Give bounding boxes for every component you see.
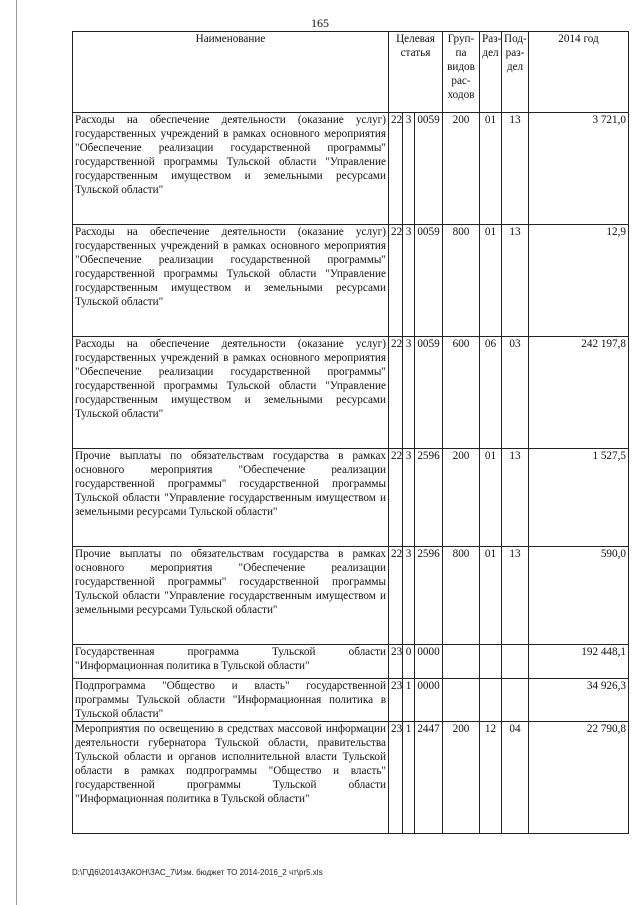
row-name: Расходы на обеспечение деятельности (оказание услуг) государственных учреждений в рамках основного мероприятия "Обеспечение реализации государственной программы" государственной программы Тульской области "Управление государственным имуществом и земельными ресурсами Тульской области" bbox=[73, 337, 389, 449]
target-code-1: 23 bbox=[389, 722, 403, 834]
target-code-2: 3 bbox=[403, 113, 415, 225]
header-name: Наименование bbox=[73, 32, 389, 113]
header-year: 2014 год bbox=[529, 32, 629, 113]
table-row bbox=[73, 645, 629, 679]
table-row bbox=[73, 113, 629, 225]
target-code-1: 22 bbox=[389, 547, 403, 645]
table-row bbox=[73, 722, 629, 834]
budget-table bbox=[72, 31, 629, 834]
target-code-3: 0000 bbox=[415, 679, 443, 722]
header-expense-group: Груп-па видов рас-ходов bbox=[443, 32, 480, 113]
table-header-row bbox=[73, 32, 629, 113]
section-code: 06 bbox=[480, 337, 502, 449]
target-code-2: 1 bbox=[403, 722, 415, 834]
target-code-3: 0059 bbox=[415, 225, 443, 337]
section-code: 01 bbox=[480, 547, 502, 645]
amount-2014: 192 448,1 bbox=[529, 645, 629, 679]
expense-group: 200 bbox=[443, 722, 480, 834]
section-code: 01 bbox=[480, 449, 502, 547]
section-code: 12 bbox=[480, 722, 502, 834]
amount-2014: 590,0 bbox=[529, 547, 629, 645]
expense-group: 800 bbox=[443, 225, 480, 337]
header-target-article: Целевая статья bbox=[389, 32, 443, 113]
target-code-2: 3 bbox=[403, 547, 415, 645]
subsection-code: 13 bbox=[502, 113, 529, 225]
table-row bbox=[73, 679, 629, 722]
target-code-2: 3 bbox=[403, 225, 415, 337]
amount-2014: 12,9 bbox=[529, 225, 629, 337]
subsection-code: 03 bbox=[502, 337, 529, 449]
target-code-2: 3 bbox=[403, 337, 415, 449]
target-code-3: 2596 bbox=[415, 547, 443, 645]
target-code-1: 22 bbox=[389, 113, 403, 225]
amount-2014: 22 790,8 bbox=[529, 722, 629, 834]
target-code-3: 0000 bbox=[415, 645, 443, 679]
amount-2014: 1 527,5 bbox=[529, 449, 629, 547]
target-code-3: 0059 bbox=[415, 337, 443, 449]
row-name: Государственная программа Тульской области "Информационная политика в Тульской области" bbox=[73, 645, 389, 679]
subsection-code: 13 bbox=[502, 449, 529, 547]
subsection-code: 04 bbox=[502, 722, 529, 834]
row-name: Мероприятия по освещению в средствах массовой информации деятельности губернатора Тульской области, правительства Тульской области и органов исполнительной власти Тульской области в рамках подпрограммы "Общество и власть" государственной программы Тульской области "Информационная политика в Тульской области" bbox=[73, 722, 389, 834]
target-code-1: 23 bbox=[389, 679, 403, 722]
target-code-2: 3 bbox=[403, 449, 415, 547]
table-row bbox=[73, 225, 629, 337]
target-code-1: 22 bbox=[389, 449, 403, 547]
margin-line bbox=[16, 0, 17, 905]
expense-group: 200 bbox=[443, 449, 480, 547]
header-subsection: Под-раз-дел bbox=[502, 32, 529, 113]
amount-2014: 3 721,0 bbox=[529, 113, 629, 225]
row-name: Расходы на обеспечение деятельности (оказание услуг) государственных учреждений в рамках основного мероприятия "Обеспечение реализации государственной программы" государственной программы Тульской области "Управление государственным имуществом и земельными ресурсами Тульской области" bbox=[73, 225, 389, 337]
target-code-2: 1 bbox=[403, 679, 415, 722]
target-code-3: 2596 bbox=[415, 449, 443, 547]
target-code-1: 22 bbox=[389, 225, 403, 337]
file-path-footer: D:\Г\Д6\2014\ЗАКОН\ЗАС_7\Изм. бюджет ТО 2014-2016_2 чт\pr5.xls bbox=[72, 868, 323, 877]
section-code: 01 bbox=[480, 225, 502, 337]
row-name: Подпрограмма "Общество и власть" государственной программы Тульской области "Информационная политика в Тульской области" bbox=[73, 679, 389, 722]
expense-group: 600 bbox=[443, 337, 480, 449]
subsection-code: 13 bbox=[502, 225, 529, 337]
table-row bbox=[73, 337, 629, 449]
subsection-code: 13 bbox=[502, 547, 529, 645]
header-section: Раз-дел bbox=[480, 32, 502, 113]
expense-group bbox=[443, 645, 480, 679]
table-row bbox=[73, 449, 629, 547]
subsection-code bbox=[502, 679, 529, 722]
target-code-3: 2447 bbox=[415, 722, 443, 834]
table-row bbox=[73, 547, 629, 645]
amount-2014: 242 197,8 bbox=[529, 337, 629, 449]
section-code bbox=[480, 679, 502, 722]
page-number: 165 bbox=[311, 16, 329, 30]
expense-group bbox=[443, 679, 480, 722]
row-name: Расходы на обеспечение деятельности (оказание услуг) государственных учреждений в рамках основного мероприятия "Обеспечение реализации государственной программы" государственной программы Тульской области "Управление государственным имуществом и земельными ресурсами Тульской области" bbox=[73, 113, 389, 225]
expense-group: 800 bbox=[443, 547, 480, 645]
section-code: 01 bbox=[480, 113, 502, 225]
target-code-2: 0 bbox=[403, 645, 415, 679]
row-name: Прочие выплаты по обязательствам государства в рамках основного мероприятия "Обеспечение реализации государственной программы" государственной программы Тульской области "Управление государственным имуществом и земельными ресурсами Тульской области" bbox=[73, 449, 389, 547]
target-code-3: 0059 bbox=[415, 113, 443, 225]
expense-group: 200 bbox=[443, 113, 480, 225]
target-code-1: 22 bbox=[389, 337, 403, 449]
row-name: Прочие выплаты по обязательствам государства в рамках основного мероприятия "Обеспечение реализации государственной программы" государственной программы Тульской области "Управление государственным имуществом и земельными ресурсами Тульской области" bbox=[73, 547, 389, 645]
amount-2014: 34 926,3 bbox=[529, 679, 629, 722]
target-code-1: 23 bbox=[389, 645, 403, 679]
section-code bbox=[480, 645, 502, 679]
subsection-code bbox=[502, 645, 529, 679]
